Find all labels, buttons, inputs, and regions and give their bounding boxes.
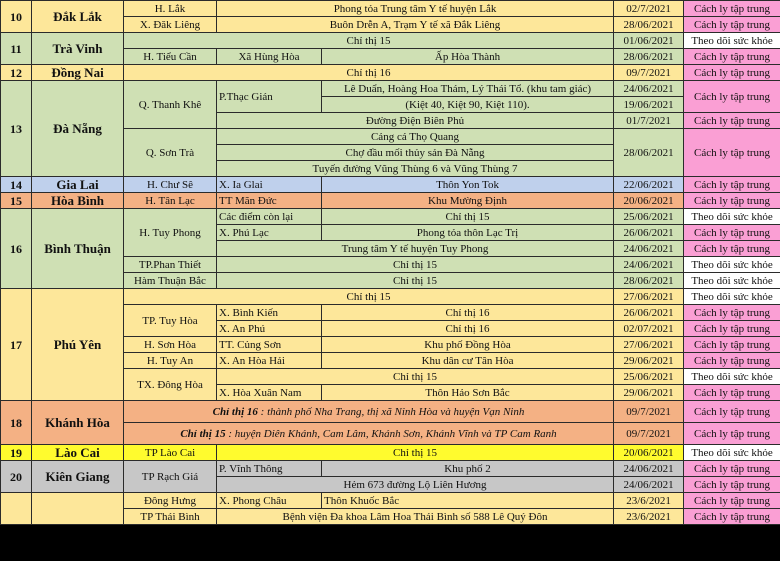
province-name: Lào Cai (32, 445, 124, 461)
date-cell: 01/7/2021 (614, 113, 684, 129)
commune-cell: TT. Củng Sơn (217, 337, 322, 353)
date-cell: 23/6/2021 (614, 493, 684, 509)
measure-cell: Cách ly tập trung (684, 241, 780, 257)
table-row (1, 461, 780, 477)
district-cell: H. Tuy An (124, 353, 217, 369)
location-cell: (Kiệt 40, Kiệt 90, Kiệt 110). (322, 97, 614, 113)
location-cell: Chỉ thị 15 (217, 257, 614, 273)
commune-cell: X. Ia Glai (217, 177, 322, 193)
measure-cell: Cách ly tập trung (684, 477, 780, 493)
commune-cell: X. Phú Lạc (217, 225, 322, 241)
province-name: Trà Vinh (32, 33, 124, 65)
directive-label: Chỉ thị 15 (180, 427, 226, 440)
row-number: 18 (1, 401, 32, 445)
directive-scope: : thành phố Nha Trang, thị xã Ninh Hòa và huyện Vạn Ninh (260, 405, 525, 418)
measure-cell: Cách ly tập trung (684, 423, 780, 445)
measure-cell: Cách ly tập trung (684, 177, 780, 193)
location-cell: Bệnh viện Đa khoa Lâm Hoa Thái Bình số 588 Lê Quý Đôn (217, 509, 614, 525)
location-cell: Chỉ thị 15 (322, 209, 614, 225)
location-cell: Chợ đầu mối thủy sản Đà Nẵng (217, 145, 614, 161)
location-cell: Ấp Hòa Thành (322, 49, 614, 65)
measure-cell: Cách ly tập trung (684, 305, 780, 321)
date-cell: 09/7/2021 (614, 65, 684, 81)
date-cell: 29/06/2021 (614, 353, 684, 369)
date-cell: 20/06/2021 (614, 445, 684, 461)
location-cell: Khu phố 2 (322, 461, 614, 477)
commune-cell: X. Đăk Liêng (124, 17, 217, 33)
province-name (32, 493, 124, 525)
province-name: Đà Nẵng (32, 81, 124, 177)
table-row (1, 177, 780, 193)
measure-cell: Cách ly tập trung (684, 321, 780, 337)
table-row (1, 81, 780, 97)
date-cell: 23/6/2021 (614, 509, 684, 525)
province-name: Hòa Bình (32, 193, 124, 209)
measure-cell: Cách ly tập trung (684, 401, 780, 423)
location-cell: Tuyến đường Vũng Thùng 6 và Vũng Thùng 7 (217, 161, 614, 177)
table-row (1, 401, 780, 423)
table-row (1, 289, 780, 305)
date-cell: 28/06/2021 (614, 49, 684, 65)
row-number: 17 (1, 289, 32, 401)
district-cell: TP.Phan Thiết (124, 257, 217, 273)
commune-cell: X. An Phú (217, 321, 322, 337)
location-cell: Khu Mường Định (322, 193, 614, 209)
location-cell: Thôn Khuốc Bắc (322, 493, 614, 509)
date-cell: 28/06/2021 (614, 17, 684, 33)
district-cell: H. Chư Sê (124, 177, 217, 193)
date-cell: 02/07/2021 (614, 321, 684, 337)
measure-cell: Cách ly tập trung (684, 493, 780, 509)
location-cell: Chỉ thị 16 (322, 305, 614, 321)
district-cell: Q. Sơn Trà (124, 129, 217, 177)
measure-cell: Theo dõi sức khỏe (684, 257, 780, 273)
row-number: 13 (1, 81, 32, 177)
measure-cell: Cách ly tập trung (684, 461, 780, 477)
date-cell: 25/06/2021 (614, 369, 684, 385)
measure-cell: Theo dõi sức khỏe (684, 369, 780, 385)
measure-cell: Cách ly tập trung (684, 65, 780, 81)
district-cell: H. Tiểu Cần (124, 49, 217, 65)
measure-cell: Cách ly tập trung (684, 337, 780, 353)
location-cell (124, 401, 614, 423)
location-cell: Chỉ thị 15 (217, 369, 614, 385)
row-number: 14 (1, 177, 32, 193)
measure-cell: Cách ly tập trung (684, 1, 780, 17)
province-name: Đồng Nai (32, 65, 124, 81)
location-cell: Lê Duẩn, Hoàng Hoa Thám, Lý Thái Tổ. (khu tam giác) (322, 81, 614, 97)
measure-cell: Cách ly tập trung (684, 129, 780, 177)
date-cell: 24/06/2021 (614, 241, 684, 257)
district-cell: H. Sơn Hòa (124, 337, 217, 353)
table-row (1, 193, 780, 209)
commune-cell: X. Bình Kiến (217, 305, 322, 321)
date-cell: 25/06/2021 (614, 209, 684, 225)
date-cell: 02/7/2021 (614, 1, 684, 17)
location-cell: Khu phố Đồng Hòa (322, 337, 614, 353)
commune-cell: X. Hòa Xuân Nam (217, 385, 322, 401)
location-cell: Phong tỏa thôn Lạc Trị (322, 225, 614, 241)
row-number: 10 (1, 1, 32, 33)
location-cell: Phong tỏa Trung tâm Y tế huyện Lắk (217, 1, 614, 17)
table-row (1, 209, 780, 225)
measure-cell: Cách ly tập trung (684, 225, 780, 241)
date-cell: 09/7/2021 (614, 401, 684, 423)
district-cell: TP Lào Cai (124, 445, 217, 461)
row-number: 11 (1, 33, 32, 65)
district-cell: Đông Hưng (124, 493, 217, 509)
row-number: 15 (1, 193, 32, 209)
measure-cell: Cách ly tập trung (684, 81, 780, 113)
commune-cell: TT Mãn Đức (217, 193, 322, 209)
row-number: 19 (1, 445, 32, 461)
measure-cell: Cách ly tập trung (684, 385, 780, 401)
commune-cell: P. Vĩnh Thông (217, 461, 322, 477)
province-name: Đắk Lắk (32, 1, 124, 33)
location-cell: Cảng cá Thọ Quang (217, 129, 614, 145)
date-cell: 27/06/2021 (614, 337, 684, 353)
date-cell: 28/06/2021 (614, 273, 684, 289)
location-cell: Chỉ thị 15 (124, 33, 614, 49)
location-cell: Trung tâm Y tế huyện Tuy Phong (217, 241, 614, 257)
location-cell: Chỉ thị 15 (124, 289, 614, 305)
province-name: Khánh Hòa (32, 401, 124, 445)
date-cell: 29/06/2021 (614, 385, 684, 401)
location-cell: Thôn Yon Tok (322, 177, 614, 193)
location-cell: Chỉ thị 15 (217, 445, 614, 461)
location-cell (124, 423, 614, 445)
directive-label: Chỉ thị 16 (212, 405, 258, 418)
table-row (1, 33, 780, 49)
table-row (1, 65, 780, 81)
district-cell: TP Thái Bình (124, 509, 217, 525)
location-cell: Hẻm 673 đường Lộ Liên Hương (217, 477, 614, 493)
measure-cell: Cách ly tập trung (684, 49, 780, 65)
location-cell: Chỉ thị 16 (124, 65, 614, 81)
row-number: 16 (1, 209, 32, 289)
measure-cell: Cách ly tập trung (684, 509, 780, 525)
row-number: 20 (1, 461, 32, 493)
date-cell: 22/06/2021 (614, 177, 684, 193)
date-cell: 24/06/2021 (614, 257, 684, 273)
date-cell: 01/06/2021 (614, 33, 684, 49)
table-row (1, 445, 780, 461)
date-cell: 19/06/2021 (614, 97, 684, 113)
commune-cell: Xã Hùng Hòa (217, 49, 322, 65)
district-cell: TP. Tuy Hòa (124, 305, 217, 337)
district-cell: Hàm Thuận Bắc (124, 273, 217, 289)
district-cell: H. Tuy Phong (124, 209, 217, 257)
measure-cell: Theo dõi sức khỏe (684, 445, 780, 461)
province-name: Gia Lai (32, 177, 124, 193)
district-cell: Q. Thanh Khê (124, 81, 217, 129)
date-cell: 20/06/2021 (614, 193, 684, 209)
measure-cell: Cách ly tập trung (684, 353, 780, 369)
district-cell: H. Tân Lạc (124, 193, 217, 209)
date-cell: 24/06/2021 (614, 81, 684, 97)
location-cell: Thôn Hảo Sơn Bắc (322, 385, 614, 401)
table-row (1, 1, 780, 17)
date-cell: 28/06/2021 (614, 129, 684, 177)
measure-cell: Theo dõi sức khỏe (684, 273, 780, 289)
date-cell: 09/7/2021 (614, 423, 684, 445)
district-cell: TX. Đông Hòa (124, 369, 217, 401)
date-cell: 26/06/2021 (614, 225, 684, 241)
row-number (1, 493, 32, 525)
district-cell: H. Lắk (124, 1, 217, 17)
location-cell: Chỉ thị 15 (217, 273, 614, 289)
province-name: Bình Thuận (32, 209, 124, 289)
measure-cell: Cách ly tập trung (684, 17, 780, 33)
measure-cell: Cách ly tập trung (684, 113, 780, 129)
province-name: Kiên Giang (32, 461, 124, 493)
location-cell: Chỉ thị 16 (322, 321, 614, 337)
measure-cell: Cách ly tập trung (684, 193, 780, 209)
location-cell: Khu dân cư Tân Hòa (322, 353, 614, 369)
measure-cell: Theo dõi sức khỏe (684, 289, 780, 305)
commune-cell: X. Phong Châu (217, 493, 322, 509)
province-name: Phú Yên (32, 289, 124, 401)
commune-cell: X. An Hòa Hải (217, 353, 322, 369)
table-row (1, 493, 780, 509)
location-cell: Đường Điện Biên Phủ (217, 113, 614, 129)
date-cell: 24/06/2021 (614, 461, 684, 477)
commune-cell: P.Thạc Gián (217, 81, 322, 113)
directive-scope: : huyện Diên Khánh, Cam Lâm, Khánh Sơn, Khánh Vĩnh và TP Cam Ranh (228, 427, 557, 440)
measure-cell: Theo dõi sức khỏe (684, 33, 780, 49)
date-cell: 27/06/2021 (614, 289, 684, 305)
commune-cell: Các điểm còn lại (217, 209, 322, 225)
row-number: 12 (1, 65, 32, 81)
district-cell: TP Rạch Giá (124, 461, 217, 493)
date-cell: 24/06/2021 (614, 477, 684, 493)
measure-cell: Theo dõi sức khỏe (684, 209, 780, 225)
date-cell: 26/06/2021 (614, 305, 684, 321)
location-cell: Buôn Drễn A, Trạm Y tế xã Đắk Liêng (217, 17, 614, 33)
